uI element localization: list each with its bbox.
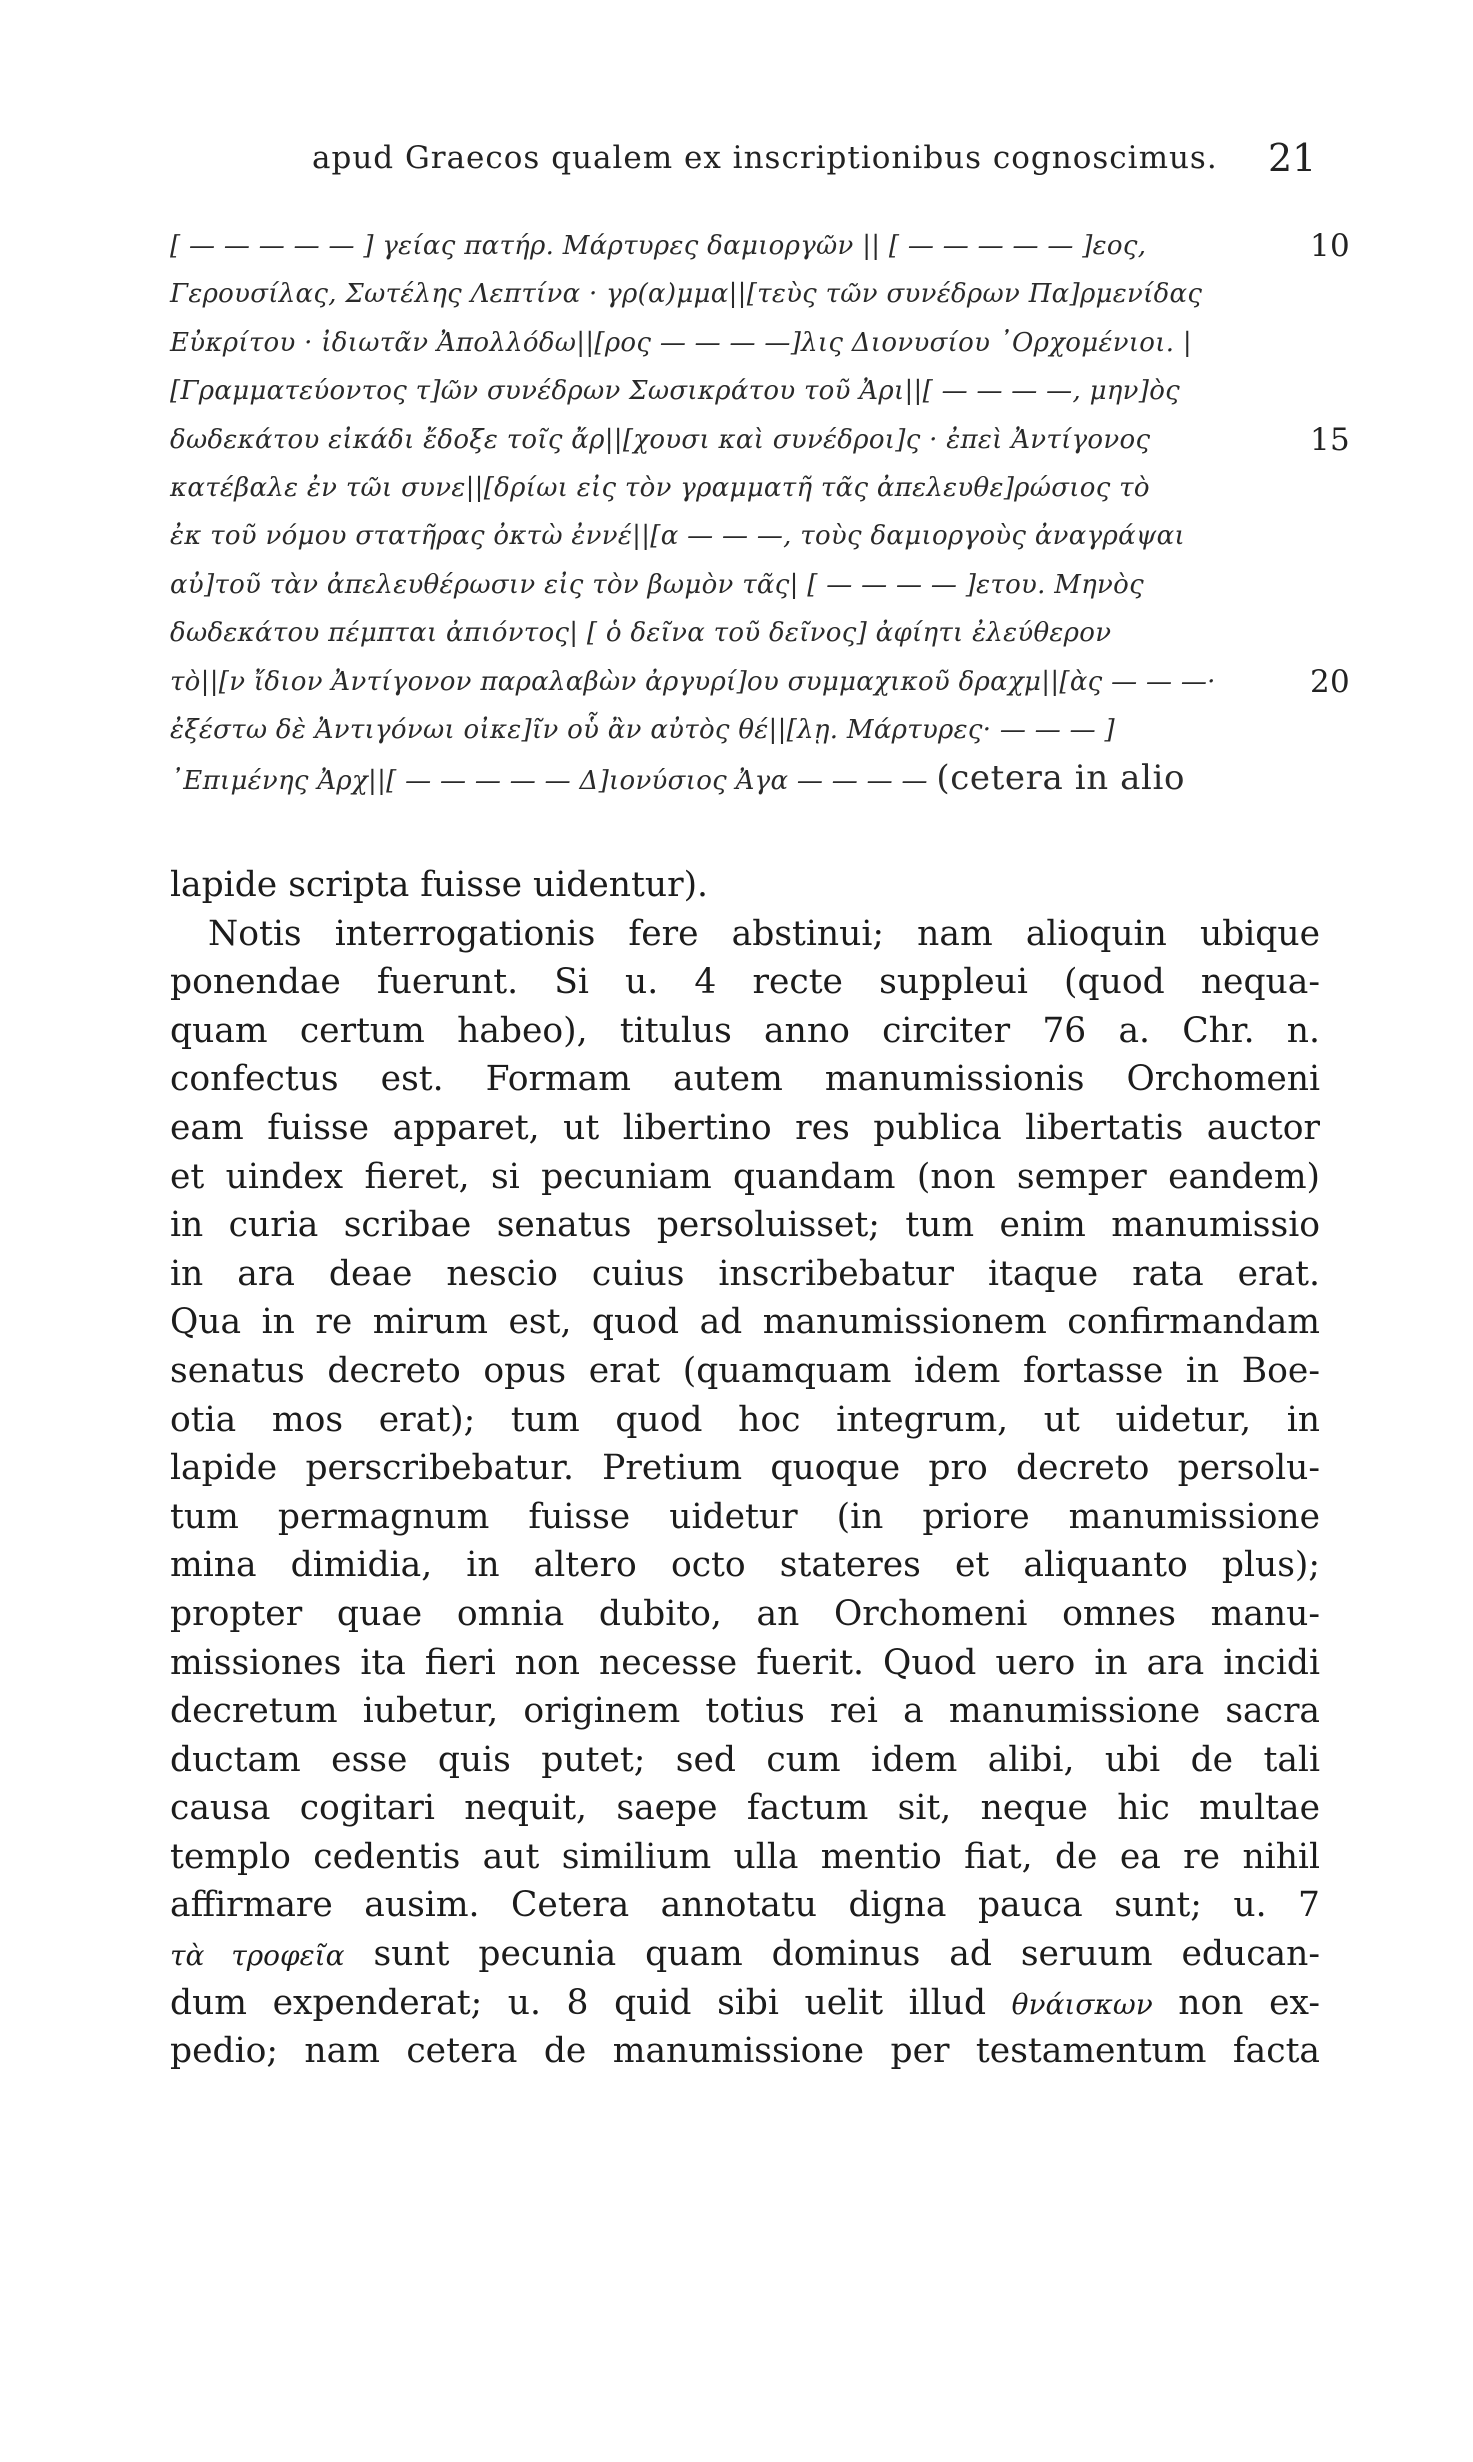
inscription-line-text: κατέβαλε ἐν τῶι συνε||[δρίωι εἰς τὸν γραμματῆ τᾶς ἀπελευθε]ρώσιος τὸ — [170, 472, 1150, 503]
commentary-line — [170, 1396, 1320, 1445]
commentary-line — [170, 1007, 1320, 1056]
commentary-line-text: confectus est. Formam autem manumissionis Orchomeni — [170, 1059, 1320, 1100]
latin-commentary — [170, 861, 1320, 2076]
commentary-line-text: Notis interrogationis fere abstinui; nam alioquin ubique — [208, 913, 1320, 954]
commentary-line-text: dum expenderat; u. 8 quid sibi uelit illud — [170, 1982, 1012, 2023]
line-number: 15 — [1310, 421, 1351, 458]
commentary-line — [170, 910, 1320, 959]
commentary-line-text: eam fuisse apparet, ut libertino res publica libertatis auctor — [170, 1107, 1320, 1148]
page-number: 21 — [1268, 136, 1317, 180]
inscription-line — [170, 754, 1320, 802]
commentary-line — [170, 1493, 1320, 1542]
commentary-line-text: causa cogitari nequit, saepe factum sit, neque hic multae — [170, 1788, 1320, 1829]
commentary-line — [170, 1153, 1320, 1202]
commentary-line-text: senatus decreto opus erat (quamquam idem fortasse in Boe- — [170, 1350, 1320, 1391]
line-number: 10 — [1310, 228, 1351, 264]
commentary-line — [170, 1687, 1320, 1736]
commentary-line-text: ductam esse quis putet; sed cum idem alibi, ubi de tali — [170, 1739, 1320, 1780]
inscription-line-text: τὸ||[ν ἴδιον Ἀντίγονον παραλαβὼν ἀργυρί]ου συμμαχικοῦ δραχμ||[ὰς — — —· — [170, 666, 1216, 697]
running-head — [0, 136, 1473, 190]
commentary-line-text: otia mos erat); tum quod hoc integrum, ut uidetur, in — [170, 1399, 1320, 1440]
commentary-line — [170, 1979, 1320, 2028]
commentary-line-text: templo cedentis aut similium ulla mentio fiat, de ea re nihil — [170, 1836, 1320, 1877]
greek-term: θνάισκων — [1011, 1987, 1153, 2021]
commentary-line-text: decretum iubetur, originem totius rei a manumissione sacra — [170, 1691, 1320, 1732]
inscription-line — [170, 706, 1320, 754]
commentary-line-text: ponendae fuerunt. Si u. 4 recte suppleui (quod nequa- — [170, 962, 1320, 1003]
inscription-line — [170, 561, 1320, 609]
inscription-line-text: Γερουσίλας, Σωτέλης Λεπτίνα · γρ(α)μμα||[τεὺς τῶν συνέδρων Πα]ρμενίδας — [170, 279, 1203, 310]
commentary-line-text: mina dimidia, in altero octo stateres et aliquanto plus); — [170, 1545, 1320, 1586]
inscription-line — [170, 512, 1320, 560]
commentary-line-text: in curia scribae senatus persoluisset; tum enim manumissio — [170, 1205, 1320, 1246]
commentary-line — [170, 1881, 1320, 1930]
inscription-line — [170, 222, 1351, 270]
line-number: 20 — [1310, 663, 1351, 700]
commentary-line — [170, 1784, 1320, 1833]
greek-term: τὰ τροφεῖα — [170, 1939, 345, 1973]
inscription-line — [170, 270, 1320, 318]
inscription-line — [170, 658, 1351, 706]
commentary-line — [170, 1055, 1320, 1104]
inscription-line — [170, 319, 1320, 367]
commentary-line — [170, 1298, 1320, 1347]
inscription-line-text: αὐ]τοῦ τὰν ἀπελευθέρωσιν εἰς τὸν βωμὸν τᾶς| [ — — — — ]ετου. Μηνὸς — [170, 569, 1144, 600]
commentary-line — [170, 1736, 1320, 1785]
running-head-title: apud Graecos qualem ex inscriptionibus cognoscimus. — [312, 140, 1218, 176]
inscription-line — [170, 367, 1320, 415]
commentary-line-text: in ara deae nescio cuius inscribebatur itaque rata erat. — [170, 1253, 1320, 1294]
commentary-line — [170, 1104, 1320, 1153]
commentary-line — [170, 1541, 1320, 1590]
commentary-line-text: pedio; nam cetera de manumissione per testamentum facta — [170, 2031, 1320, 2072]
inscription-line-text: δωδεκάτου εἰκάδι ἔδοξε τοῖς ἄρ||[χουσι καὶ συνέδροι]ς · ἐπεὶ Ἀντίγονος — [170, 424, 1151, 455]
commentary-line-text: quam certum habeo), titulus anno circiter 76 a. Chr. n. — [170, 1010, 1320, 1051]
commentary-line — [170, 1590, 1320, 1639]
inscription-line — [170, 464, 1320, 512]
greek-inscription-text — [170, 222, 1351, 803]
commentary-line — [170, 958, 1320, 1007]
inscription-line-note: (cetera in alio — [936, 758, 1186, 799]
inscription-line-text: ἐξέστω δὲ Ἀντιγόνωι οἰκε]ῖν οὗ ἂν αὐτὸς θέ||[λῃ. Μάρτυρες· — — — ] — [170, 714, 1115, 745]
commentary-line — [170, 1201, 1320, 1250]
inscription-line-text: ἐκ τοῦ νόμου στατῆρας ὀκτὼ ἐννέ||[α — — —, τοὺς δαμιοργοὺς ἀναγράψαι — [170, 521, 1185, 552]
commentary-line-text: tum permagnum fuisse uidetur (in priore manumissione — [170, 1496, 1320, 1537]
commentary-line — [170, 1347, 1320, 1396]
commentary-line-text: non ex- — [1152, 1982, 1320, 2023]
commentary-line — [170, 1930, 1320, 1979]
commentary-line — [170, 861, 1320, 910]
commentary-line-text: sunt pecunia quam dominus ad seruum educan- — [344, 1934, 1320, 1975]
commentary-line-text: affirmare ausim. Cetera annotatu digna pauca sunt; u. 7 — [170, 1885, 1320, 1926]
commentary-line — [170, 1250, 1320, 1299]
inscription-line-text: [Γραμματεύοντος τ]ῶν συνέδρων Σωσικράτου τοῦ Ἀρι||[ — — — —, μην]ὸς — [170, 376, 1181, 407]
commentary-line-text: lapide scripta fuisse uidentur). — [170, 865, 709, 905]
commentary-line — [170, 1833, 1320, 1882]
commentary-line-text: lapide perscribebatur. Pretium quoque pro decreto persolu- — [170, 1448, 1320, 1489]
inscription-line-text: [ — — — — — ] γείας πατήρ. Μάρτυρες δαμιοργῶν || [ — — — — — ]εος, — [170, 231, 1147, 261]
commentary-line-text: missiones ita fieri non necesse fuerit. Quod uero in ara incidi — [170, 1642, 1320, 1683]
commentary-line — [170, 2027, 1320, 2076]
inscription-line-text: ᾿Επιμένης Ἀρχ||[ — — — — — Δ]ιονύσιος Ἀγα — — — — — [170, 766, 928, 797]
commentary-line-text: et uindex fieret, si pecuniam quandam (non semper eandem) — [170, 1156, 1320, 1197]
inscription-line-text: δωδεκάτου πέμπται ἀπιόντος| [ ὁ δεῖνα τοῦ δεῖνος] ἀφίητι ἐλεύθερον — [170, 618, 1112, 649]
inscription-line — [170, 416, 1351, 464]
commentary-line — [170, 1639, 1320, 1688]
commentary-line-text: propter quae omnia dubito, an Orchomeni omnes manu- — [170, 1593, 1320, 1634]
commentary-line — [170, 1444, 1320, 1493]
inscription-line-text: Εὐκρίτου · ἰδιωτᾶν Ἀπολλόδω||[ρος — — — —]λις Διονυσίου ᾿Ορχομένιοι. | — [170, 327, 1192, 358]
commentary-line-text: Qua in re mirum est, quod ad manumissionem confirmandam — [170, 1302, 1320, 1343]
inscription-line — [170, 609, 1320, 657]
